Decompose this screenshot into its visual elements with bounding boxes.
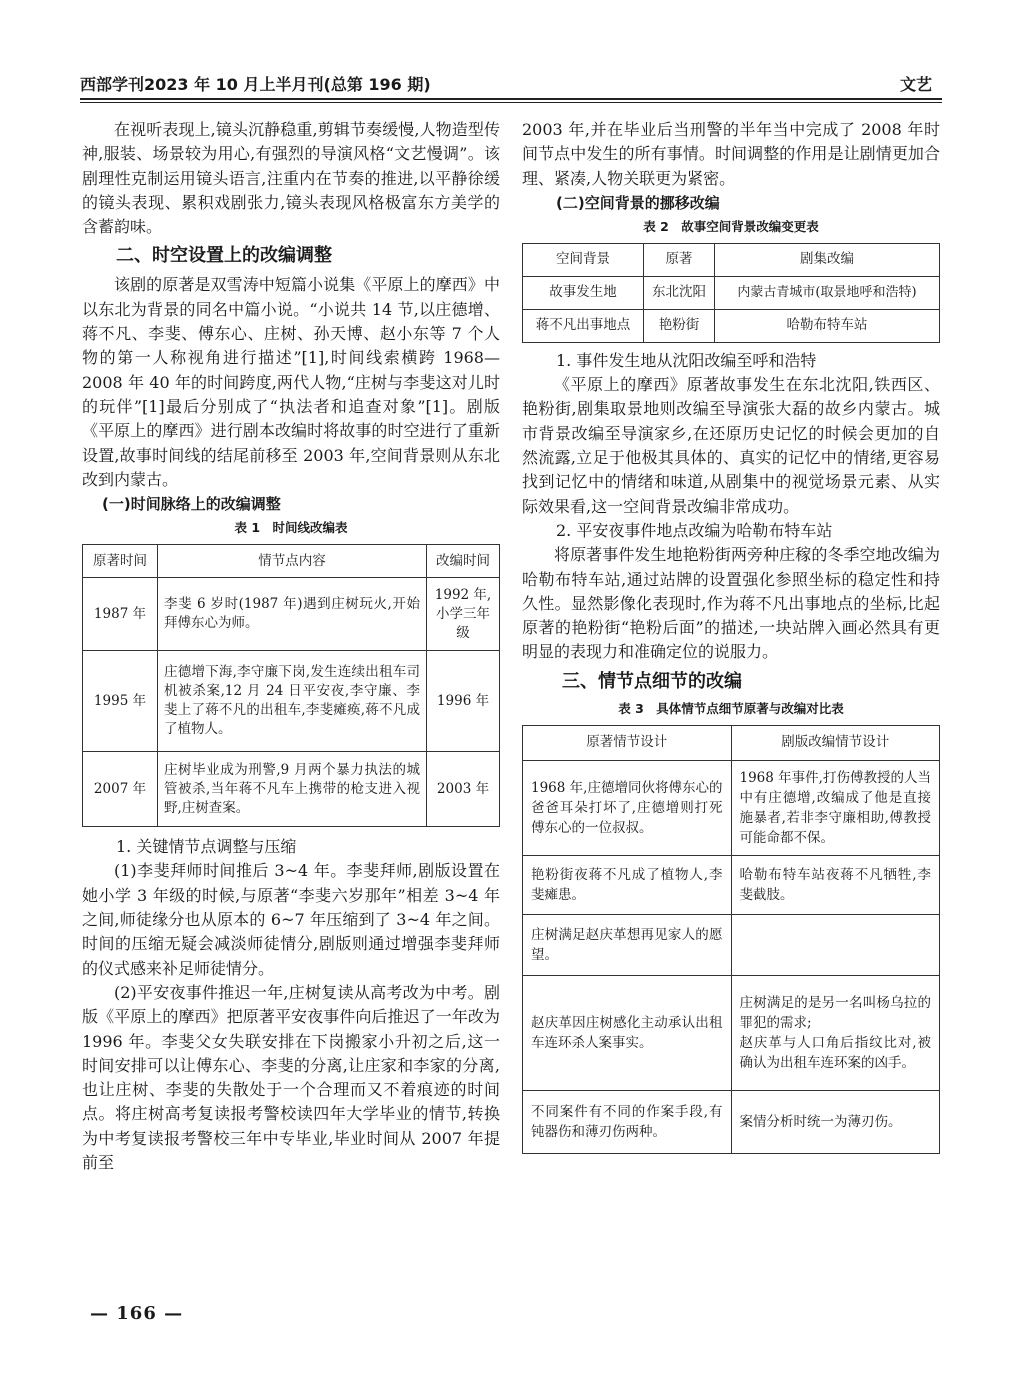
table-row bbox=[83, 651, 500, 752]
table-cell: 故事发生地 bbox=[523, 276, 644, 309]
header-rule-thin bbox=[80, 102, 942, 103]
subsection-heading-1: (一)时间脉络上的改编调整 bbox=[102, 495, 281, 514]
table-cell: 1968 年,庄德增同伙将傅东心的爸爸耳朵打坏了,庄德增则打死傅东心的一位叔叔。 bbox=[523, 760, 732, 855]
table-header-cell: 情节点内容 bbox=[158, 545, 427, 578]
page-number: — 166 — bbox=[90, 1303, 184, 1324]
table-3-plot-details bbox=[522, 725, 940, 1154]
table-cell: 案情分析时统一为薄刃伤。 bbox=[731, 1090, 940, 1153]
table-header-cell: 原著 bbox=[644, 243, 715, 276]
table-cell: 2007 年 bbox=[83, 752, 158, 827]
table-cell: 哈勒布特车站夜蒋不凡牺牲,李斐截肢。 bbox=[731, 855, 940, 914]
table-cell: 内蒙古青城市(取景地呼和浩特) bbox=[715, 276, 940, 309]
table-3-caption: 表 3 具体情节点细节原著与改编对比表 bbox=[618, 700, 844, 716]
table-cell: 不同案件有不同的作案手段,有钝器伤和薄刃伤两种。 bbox=[523, 1090, 732, 1153]
table-header-cell: 空间背景 bbox=[523, 243, 644, 276]
table-cell: 1996 年 bbox=[427, 651, 500, 752]
table-1-timeline bbox=[82, 544, 500, 827]
journal-issue: 西部学刊2023 年 10 月上半月刊(总第 196 期) bbox=[80, 75, 431, 94]
paragraph-intro: 在视听表现上,镜头沉静稳重,剪辑节奏缓慢,人物造型传神,服装、场景较为用心,有强烈的导演风格“文艺慢调”。该剧理性克制运用镜头语言,注重内在节奏的推进,以平静徐缓的镜头表现、累积戏剧张力,镜头表现风格极富东方美学的含蓄韵味。 bbox=[82, 120, 500, 237]
paragraph-s1-title: 1. 事件发生地从沈阳改编至呼和浩特 bbox=[556, 350, 817, 370]
paragraph-s1: 《平原上的摩西》原著故事发生在东北沈阳,铁西区、艳粉街,剧集取景地则改编至导演张大磊的故乡内蒙古。城市背景改编至导演家乡,在还原历史记忆的时候会更加的自然流露,立足于他极其具体的、真实的记忆中的情绪,更容易找到记忆中的情绪和味道,从剧集中的视觉场景元素、从实际效果看,这一空间背景改编非常成功。 bbox=[522, 375, 940, 516]
table-header-cell: 剧集改编 bbox=[715, 243, 940, 276]
table-cell: 庄树毕业成为刑警,9 月两个暴力执法的城管被杀,当年蒋不凡车上携带的枪支进入视野,庄树查案。 bbox=[158, 752, 427, 827]
section-heading-2: 二、时空设置上的改编调整 bbox=[116, 245, 332, 267]
table-row bbox=[83, 752, 500, 827]
table-cell: 庄树满足的是另一名叫杨乌拉的罪犯的需求; 赵庆革与人口角后指纹比对,被确认为出租车连环案的凶手。 bbox=[731, 975, 940, 1090]
running-header bbox=[80, 72, 942, 94]
table-cell: 哈勒布特车站 bbox=[715, 309, 940, 342]
left-column bbox=[82, 118, 500, 1175]
header-rule-thick bbox=[80, 98, 942, 100]
table-header-cell: 原著时间 bbox=[83, 545, 158, 578]
paragraph-key-1: (1)李斐拜师时间推后 3~4 年。李斐拜师,剧版设置在她小学 3 年级的时候,与原著“李斐六岁那年”相差 3~4 年之间,师徒缘分也从原本的 6~7 年压缩到了 3~4 年之间。时间的压缩无疑会减淡师徒情分,剧版则通过增强李斐拜师的仪式感来补足师徒情分。 bbox=[82, 861, 500, 978]
subsection-heading-2: (二)空间背景的挪移改编 bbox=[556, 193, 720, 212]
table-1-caption: 表 1 时间线改编表 bbox=[234, 520, 348, 536]
table-cell: 1968 年事件,打伤傅教授的人当中有庄德增,改编成了他是直接施暴者,若非李守廉相助,傅教授可能命都不保。 bbox=[731, 760, 940, 855]
table-row bbox=[523, 1090, 940, 1153]
section-heading-3: 三、情节点细节的改编 bbox=[562, 670, 742, 692]
section-label: 文艺 bbox=[899, 75, 932, 94]
table-header-cell: 改编时间 bbox=[427, 545, 500, 578]
paragraph-s2: 将原著事件发生地艳粉街两旁种庄稼的冬季空地改编为哈勒布特车站,通过站牌的设置强化参照坐标的稳定性和持久性。显然影像化表现时,作为蒋不凡出事地点的坐标,比起原著的艳粉街“艳粉后面”的描述,一块站牌入画必然具有更明显的表现力和准确定位的说服力。 bbox=[522, 545, 940, 662]
paragraph-key-2: (2)平安夜事件推迟一年,庄树复读从高考改为中考。剧版《平原上的摩西》把原著平安夜事件向后推迟了一年改为 1996 年。李斐父女失联安排在下岗搬家小升初之后,这一时间安排可以让傅东心、李斐的分离,让庄家和李家的分离,也让庄树、李斐的失散处于一个合理而又不着痕迹的时间点。将庄树高考复读报考警校读四年大学毕业的情节,转换为中考复读报考警校三年中专毕业,毕业时间从 2007 年提前至 bbox=[82, 982, 500, 1173]
paragraph-section-2: 该剧的原著是双雪涛中短篇小说集《平原上的摩西》中以东北为背景的同名中篇小说。“小说共 14 节,以庄德增、蒋不凡、李斐、傅东心、庄树、孙天博、赵小东等 7 个人物的第一人称视角进行描述”[1],时间线索横跨 1968—2008 年 40 年的时间跨度,两代人物,“庄树与李斐这对儿时的玩伴”[1]最后分别成了“执法者和追查对象”[1]。剧版《平原上的摩西》进行剧本改编时将故事的时空进行了重新设置,故事时间线的结尾前移至 2003 年,空间背景则从东北改到内蒙古。 bbox=[82, 275, 500, 489]
table-row bbox=[83, 578, 500, 651]
table-cell bbox=[731, 914, 940, 975]
table-cell: 蒋不凡出事地点 bbox=[523, 309, 644, 342]
paragraph-s2-title: 2. 平安夜事件地点改编为哈勒布特车站 bbox=[556, 520, 833, 540]
table-cell: 2003 年 bbox=[427, 752, 500, 827]
table-cell: 李斐 6 岁时(1987 年)遇到庄树玩火,开始拜傅东心为师。 bbox=[158, 578, 427, 651]
table-row bbox=[523, 855, 940, 914]
table-cell: 1987 年 bbox=[83, 578, 158, 651]
table-header-cell: 剧版改编情节设计 bbox=[731, 725, 940, 760]
table-cell: 1992 年,小学三年级 bbox=[427, 578, 500, 651]
paragraph-key-title: 1. 关键情节点调整与压缩 bbox=[116, 837, 297, 857]
table-header-cell: 原著情节设计 bbox=[523, 725, 732, 760]
table-cell: 赵庆革因庄树感化主动承认出租车连环杀人案事实。 bbox=[523, 975, 732, 1090]
table-cell: 东北沈阳 bbox=[644, 276, 715, 309]
table-row bbox=[523, 309, 940, 342]
table-cell: 艳粉街 bbox=[644, 309, 715, 342]
table-2-caption: 表 2 故事空间背景改编变更表 bbox=[643, 218, 819, 234]
table-2-space bbox=[522, 243, 940, 343]
table-cell: 庄德增下海,李守廉下岗,发生连续出租车司机被杀案,12 月 24 日平安夜,李守廉、李斐上了蒋不凡的出租车,李斐瘫痪,蒋不凡成了植物人。 bbox=[158, 651, 427, 752]
table-cell: 1995 年 bbox=[83, 651, 158, 752]
table-row bbox=[523, 975, 940, 1090]
table-row bbox=[523, 914, 940, 975]
table-cell: 庄树满足赵庆革想再见家人的愿望。 bbox=[523, 914, 732, 975]
right-column bbox=[522, 118, 940, 1154]
table-row bbox=[523, 760, 940, 855]
table-row bbox=[523, 276, 940, 309]
paragraph-continued: 2003 年,并在毕业后当刑警的半年当中完成了 2008 年时间节点中发生的所有事情。时间调整的作用是让剧情更加合理、紧凑,人物关联更为紧密。 bbox=[522, 120, 940, 188]
table-cell: 艳粉街夜蒋不凡成了植物人,李斐瘫患。 bbox=[523, 855, 732, 914]
